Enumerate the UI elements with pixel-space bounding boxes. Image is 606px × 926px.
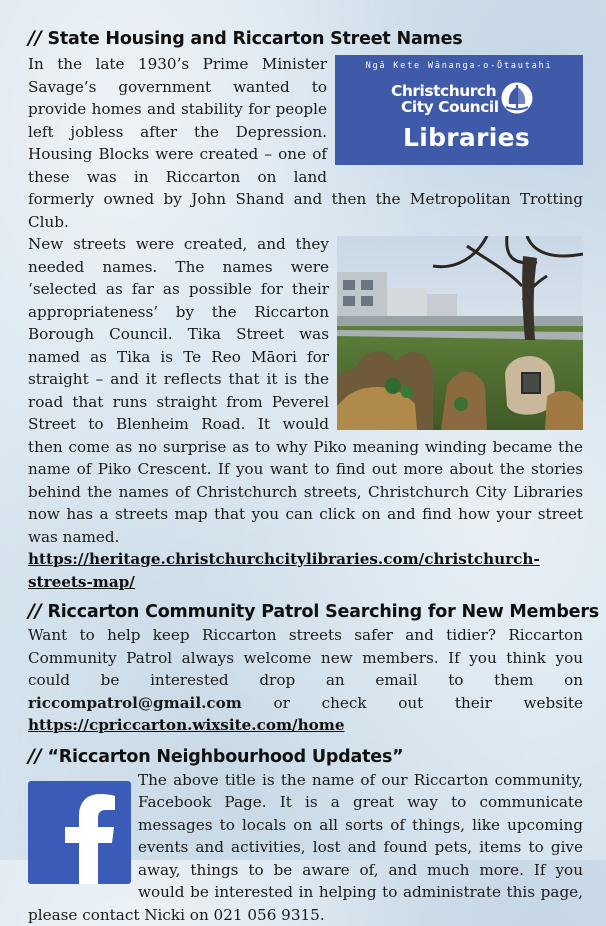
street-photo-tree-and-plaque <box>337 236 583 430</box>
logo-line-libraries: Libraries <box>403 123 530 152</box>
logo-maori-text: Ngā Kete Wānanga-o-Ōtautahi <box>335 61 583 71</box>
logo-line-city-council: City Council <box>401 99 499 115</box>
patrol-text-after-email: or check out their website <box>242 694 583 712</box>
christchurch-libraries-logo-mark-icon <box>500 81 534 115</box>
section-street-names <box>28 53 583 593</box>
section-heading-street-names: // State Housing and Riccarton Street Names <box>28 26 583 51</box>
section-heading-neighbourhood-updates: // “Riccarton Neighbourhood Updates” <box>28 744 583 769</box>
section-neighbourhood-updates <box>28 744 583 926</box>
section-community-patrol <box>28 599 583 737</box>
neighbourhood-updates-paragraph: The above title is the name of our Riccarton community, Facebook Page. It is a great way to communicate messages to locals on all sorts of things, like upcoming events and activities, lost and found pets, items to give away, things to be aware of, and much more. If you would be interested in helping to administrate this page, please contact Nicki on 021 056 9315. <box>28 769 583 926</box>
patrol-text-before-email: Want to help keep Riccarton streets safer and tidier? Riccarton Community Patrol always welcome new members. If you think you could be interested drop an email to them on <box>28 626 583 689</box>
community-patrol-paragraph <box>28 624 583 737</box>
patrol-website-link[interactable]: https://cpriccarton.wixsite.com/home <box>28 716 344 734</box>
christchurch-libraries-logo <box>335 55 583 165</box>
street-names-paragraph-2: New streets were created, and they needed names. The names were ‘selected as far as possible for their appropriateness’ by the Riccarton Borough Council. Tika Street was named as Tika is Te Reo Māori for straight – and it reflects that it is the road that runs straight from Peverel Street to Blenheim Road. It would then come as no surprise as to why Piko meaning winding became the name of Piko Crescent. If you want to find out more about the stories behind the names of Christchurch streets, Christchurch City Libraries now has a streets map that you can click on and find how your street was named. <box>28 233 583 548</box>
patrol-email-link[interactable]: riccompatrol@gmail.com <box>28 694 242 712</box>
facebook-logo-icon <box>28 781 131 884</box>
street-names-paragraph-1: In the late 1930’s Prime Minister Savage’s government wanted to provide homes and stability for people left jobless after the Depression. Housing Blocks were created – one of these was in Riccarton on land formerly owned by John Shand and then the Metropolitan Trotting Club. <box>28 53 583 233</box>
newsletter-page <box>28 26 583 926</box>
street-names-link-line <box>28 548 583 593</box>
section-heading-community-patrol: // Riccarton Community Patrol Searching for New Members <box>28 599 583 624</box>
logo-line-christchurch: Christchurch <box>391 83 496 99</box>
streets-map-link[interactable]: https://heritage.christchurchcitylibraries.com/christchurch-streets-map/ <box>28 550 540 591</box>
